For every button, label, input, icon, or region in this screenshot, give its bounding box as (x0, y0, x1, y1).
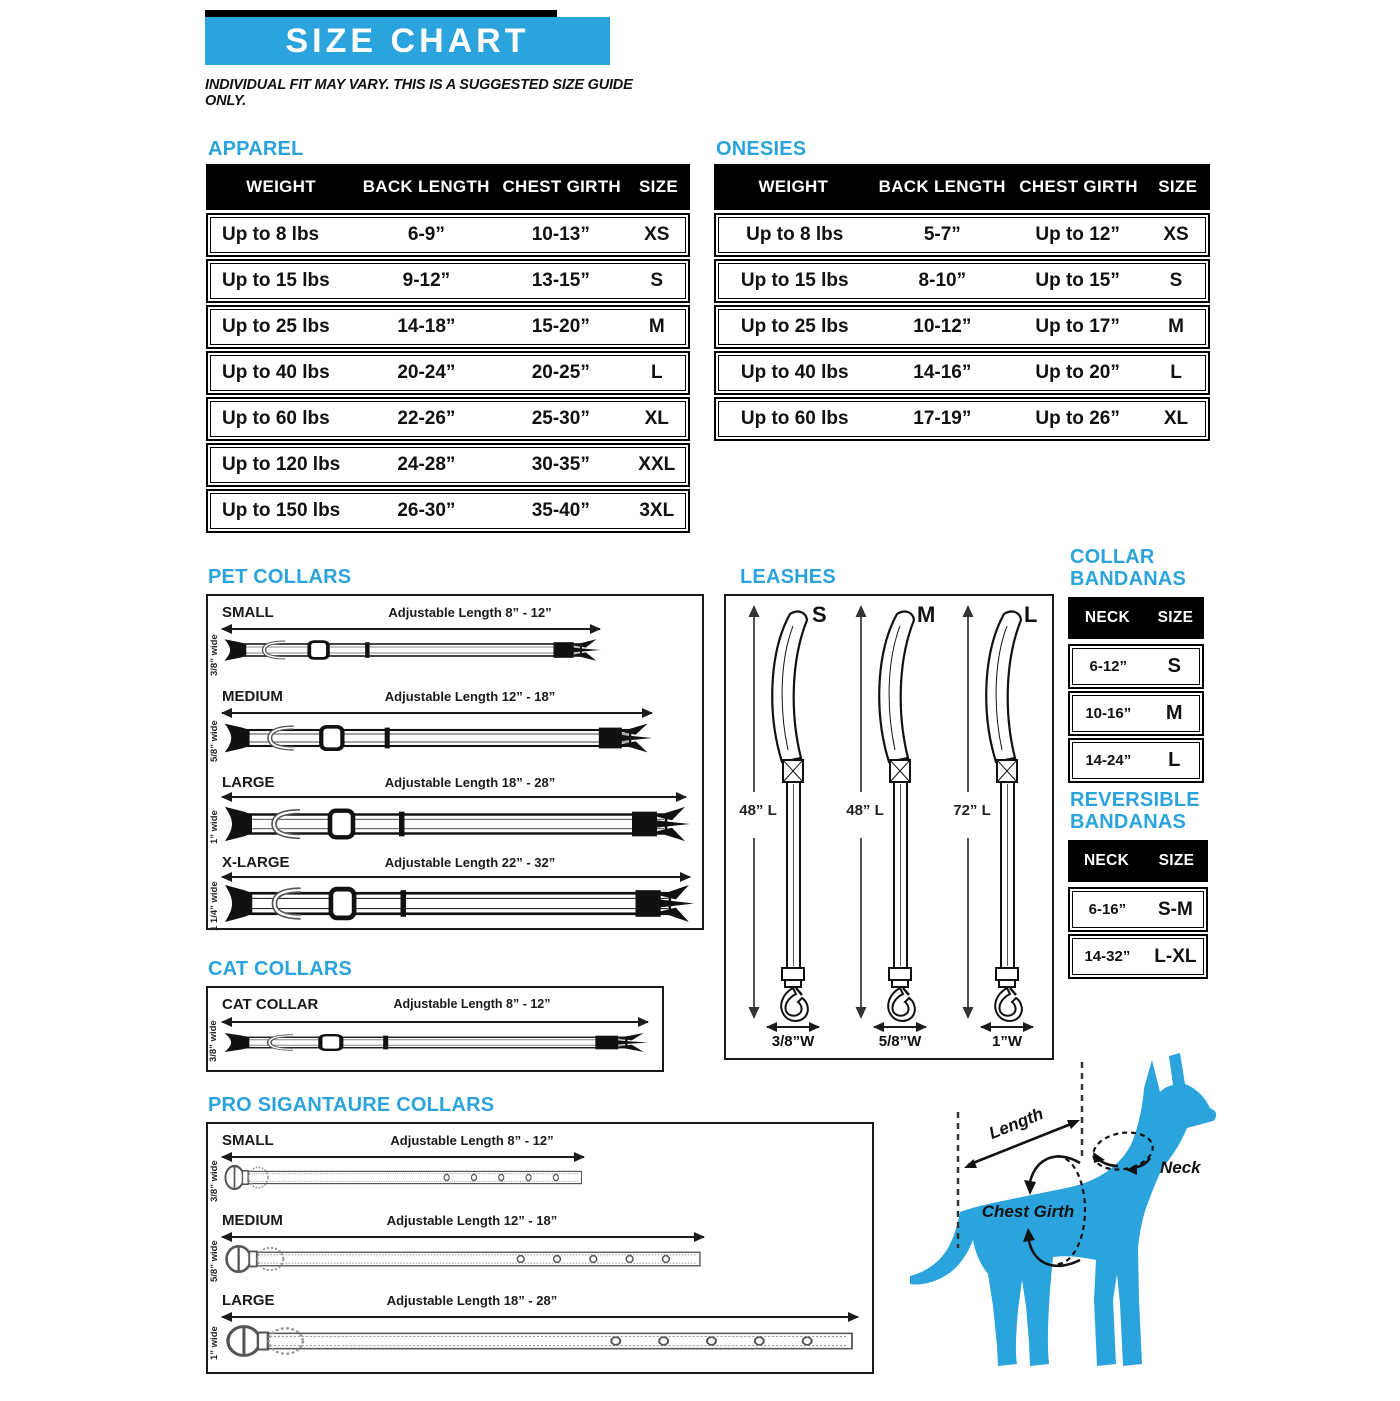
table-row (1068, 934, 1208, 979)
table-cell: 8-10” (918, 270, 967, 291)
collar-bandanas-header (1068, 597, 1204, 639)
leash-size-letter: S (812, 602, 827, 627)
table-cell: 15-20” (531, 316, 590, 337)
length-arrow (222, 876, 690, 878)
table-cell: Up to 17” (1035, 316, 1120, 337)
table-row (1068, 691, 1204, 736)
table-cell: XS (644, 224, 670, 245)
table-row (714, 305, 1210, 349)
collar-diagram (222, 638, 602, 662)
table-cell: L (1170, 362, 1182, 383)
collar-diagram (222, 883, 696, 924)
column-header: CHEST GIRTH (502, 177, 621, 196)
adjustable-length-label: Adjustable Length 18” - 28” (386, 1293, 558, 1308)
table-cell: Up to 25 lbs (222, 316, 330, 337)
table-cell: L (650, 362, 663, 383)
table-cell: 25-30” (531, 408, 590, 429)
column-header: WEIGHT (246, 177, 316, 196)
table-cell: 14-24” (1085, 752, 1132, 769)
dog-silhouette (880, 1048, 1300, 1398)
column-header: NECK (1083, 852, 1130, 869)
apparel-table-header (206, 164, 690, 210)
adjustable-length-label: Adjustable Length 12” - 18” (384, 689, 556, 704)
table-cell: Up to 15 lbs (740, 270, 849, 291)
table-cell: Up to 40 lbs (222, 362, 330, 383)
title-banner (205, 17, 610, 65)
table-row (714, 259, 1210, 303)
leash-length-label: 72” L (950, 800, 994, 821)
belt-collar-diagram (222, 1244, 706, 1274)
collar-width-label: 1” wide (209, 810, 220, 844)
table-cell: Up to 150 lbs (222, 500, 341, 521)
column-header: CHEST GIRTH (1019, 177, 1138, 196)
table-cell: 9-12” (402, 270, 451, 291)
table-row (1068, 644, 1204, 689)
leash-width-label: 3/8”W (771, 1033, 815, 1050)
table-cell: Up to 25 lbs (740, 316, 849, 337)
table-row (206, 397, 690, 441)
adjustable-length-label: Adjustable Length 8” - 12” (393, 997, 551, 1011)
table-cell: 6-12” (1089, 658, 1128, 675)
collar-width-label: 5/8” wide (209, 720, 220, 762)
table-row (206, 305, 690, 349)
table-cell: 13-15” (531, 270, 590, 291)
table-cell: 3XL (639, 500, 675, 521)
column-header: BACK LENGTH (362, 177, 490, 196)
leash-size-letter: M (917, 602, 936, 627)
table-row (206, 259, 690, 303)
table-cell: M (1165, 702, 1183, 724)
cat-collars-heading: CAT COLLARS (208, 958, 353, 980)
table-cell: L-XL (1154, 945, 1197, 967)
table-cell: 10-16” (1085, 705, 1132, 722)
pro-collars-heading: PRO SIGANTAURE COLLARS (208, 1094, 495, 1116)
table-cell: 24-28” (397, 454, 456, 475)
table-cell: S (1167, 655, 1181, 677)
adjustable-length-label: Adjustable Length 8” - 12” (390, 1133, 554, 1148)
neck-label: Neck (1160, 1158, 1201, 1177)
pet-collars-heading: PET COLLARS (208, 566, 352, 588)
column-header: SIZE (1157, 609, 1194, 626)
collar-width-label: 3/8” wide (209, 634, 220, 676)
leashes-heading: LEASHES (740, 566, 836, 588)
table-cell: Up to 60 lbs (222, 408, 330, 429)
table-cell: 35-40” (531, 500, 590, 521)
collar-size-label: SMALL (222, 1132, 274, 1149)
table-row (714, 397, 1210, 441)
collar-size-label: SMALL (222, 604, 274, 621)
table-cell: S (1169, 270, 1183, 291)
table-cell: Up to 15 lbs (222, 270, 330, 291)
table-cell: 20-24” (397, 362, 456, 383)
reversible-bandanas-heading: REVERSIBLE BANDANAS (1070, 789, 1200, 833)
apparel-heading: APPAREL (208, 138, 304, 160)
page-title: SIZE CHART (285, 21, 530, 60)
table-cell: 30-35” (531, 454, 590, 475)
column-header: BACK LENGTH (878, 177, 1006, 196)
collar-width-label: 3/8” wide (209, 1160, 220, 1202)
top-accent-bar (205, 10, 557, 17)
adjustable-length-label: Adjustable Length 8” - 12” (388, 605, 552, 620)
table-row (206, 213, 690, 257)
collar-width-label: 1 1/4” wide (209, 881, 220, 931)
cat-collars-panel (206, 986, 664, 1072)
table-cell: 10-13” (531, 224, 590, 245)
length-arrow (222, 1236, 704, 1238)
table-cell: L (1168, 749, 1181, 771)
leash-width-label: 5/8”W (878, 1033, 922, 1050)
collar-bandanas-heading: COLLAR BANDANAS (1070, 546, 1187, 590)
table-cell: Up to 8 lbs (222, 224, 320, 245)
collar-diagram (222, 722, 654, 754)
table-cell: Up to 40 lbs (740, 362, 849, 383)
column-header: WEIGHT (758, 177, 829, 196)
page-subtitle: INDIVIDUAL FIT MAY VARY. THIS IS A SUGGESTED SIZE GUIDE ONLY. (205, 77, 633, 109)
table-cell: M (1168, 316, 1184, 337)
adjustable-length-label: Adjustable Length 22” - 32” (384, 855, 556, 870)
table-cell: 14-32” (1084, 948, 1131, 965)
table-cell: M (648, 316, 665, 337)
table-cell: Up to 20” (1035, 362, 1120, 383)
table-cell: XL (1163, 408, 1189, 429)
collar-width-label: 1” wide (209, 1326, 220, 1360)
collar-width-label: 3/8” wide (208, 1020, 219, 1062)
column-header: NECK (1084, 609, 1130, 626)
belt-collar-diagram (222, 1164, 586, 1191)
table-cell: XL (644, 408, 669, 429)
leash-size-letter: L (1024, 602, 1038, 627)
length-arrow (222, 712, 652, 714)
table-cell: 6-9” (407, 224, 445, 245)
column-header: SIZE (1158, 852, 1195, 869)
belt-collar-diagram (222, 1324, 860, 1358)
table-cell: 20-25” (531, 362, 590, 383)
length-arrow (222, 1316, 858, 1318)
table-cell: 22-26” (397, 408, 456, 429)
collar-size-label: MEDIUM (222, 688, 283, 705)
table-cell: XS (1163, 224, 1189, 245)
table-cell: Up to 60 lbs (740, 408, 849, 429)
leashes-panel (724, 594, 1054, 1060)
table-cell: 17-19” (913, 408, 972, 429)
length-arrow (222, 1021, 648, 1023)
pro-collars-panel (206, 1122, 874, 1374)
leash-length-label: 48” L (843, 800, 887, 821)
width-arrow (981, 1026, 1033, 1028)
table-cell: S (650, 270, 664, 291)
column-header: SIZE (639, 177, 679, 196)
table-cell: XXL (638, 454, 676, 475)
leash-length-label: 48” L (736, 800, 780, 821)
length-arrow (222, 628, 600, 630)
length-arrow (222, 1156, 584, 1158)
table-cell: 6-16” (1088, 901, 1127, 918)
table-cell: S-M (1157, 898, 1193, 920)
onesies-table-header (714, 164, 1210, 210)
collar-width-label: 5/8” wide (209, 1240, 220, 1282)
collar-size-label: LARGE (222, 774, 275, 791)
adjustable-length-label: Adjustable Length 12” - 18” (386, 1213, 558, 1228)
table-cell: 26-30” (397, 500, 456, 521)
length-arrow (222, 796, 686, 798)
table-row (714, 213, 1210, 257)
table-row (206, 443, 690, 487)
table-cell: Up to 12” (1035, 224, 1120, 245)
table-row (206, 489, 690, 533)
table-cell: Up to 15” (1035, 270, 1120, 291)
collar-diagram (222, 805, 692, 843)
adjustable-length-label: Adjustable Length 18” - 28” (384, 775, 556, 790)
collar-size-label: CAT COLLAR (222, 996, 319, 1013)
leash-width-label: 1”W (992, 1033, 1022, 1050)
table-cell: Up to 120 lbs (222, 454, 341, 475)
table-cell: Up to 8 lbs (746, 224, 844, 245)
width-arrow (874, 1026, 926, 1028)
table-cell: 14-18” (397, 316, 456, 337)
collar-size-label: LARGE (222, 1292, 275, 1309)
pet-collars-panel (206, 594, 704, 930)
table-row (1068, 887, 1208, 932)
table-row (1068, 738, 1204, 783)
table-cell: 10-12” (913, 316, 972, 337)
table-cell: 14-16” (913, 362, 972, 383)
reversible-bandanas-header (1068, 840, 1208, 882)
collar-size-label: MEDIUM (222, 1212, 283, 1229)
table-row (206, 351, 690, 395)
width-arrow (767, 1026, 819, 1028)
collar-diagram (222, 1032, 650, 1053)
column-header: SIZE (1158, 177, 1198, 196)
table-row (714, 351, 1210, 395)
table-cell: Up to 26” (1035, 408, 1120, 429)
length-label: Length (986, 1104, 1046, 1143)
chest-girth-label: Chest Girth (981, 1202, 1075, 1221)
table-cell: 5-7” (923, 224, 961, 245)
dog-measurement-diagram (880, 1048, 1300, 1398)
onesies-heading: ONESIES (716, 138, 807, 160)
collar-size-label: X-LARGE (222, 854, 290, 871)
